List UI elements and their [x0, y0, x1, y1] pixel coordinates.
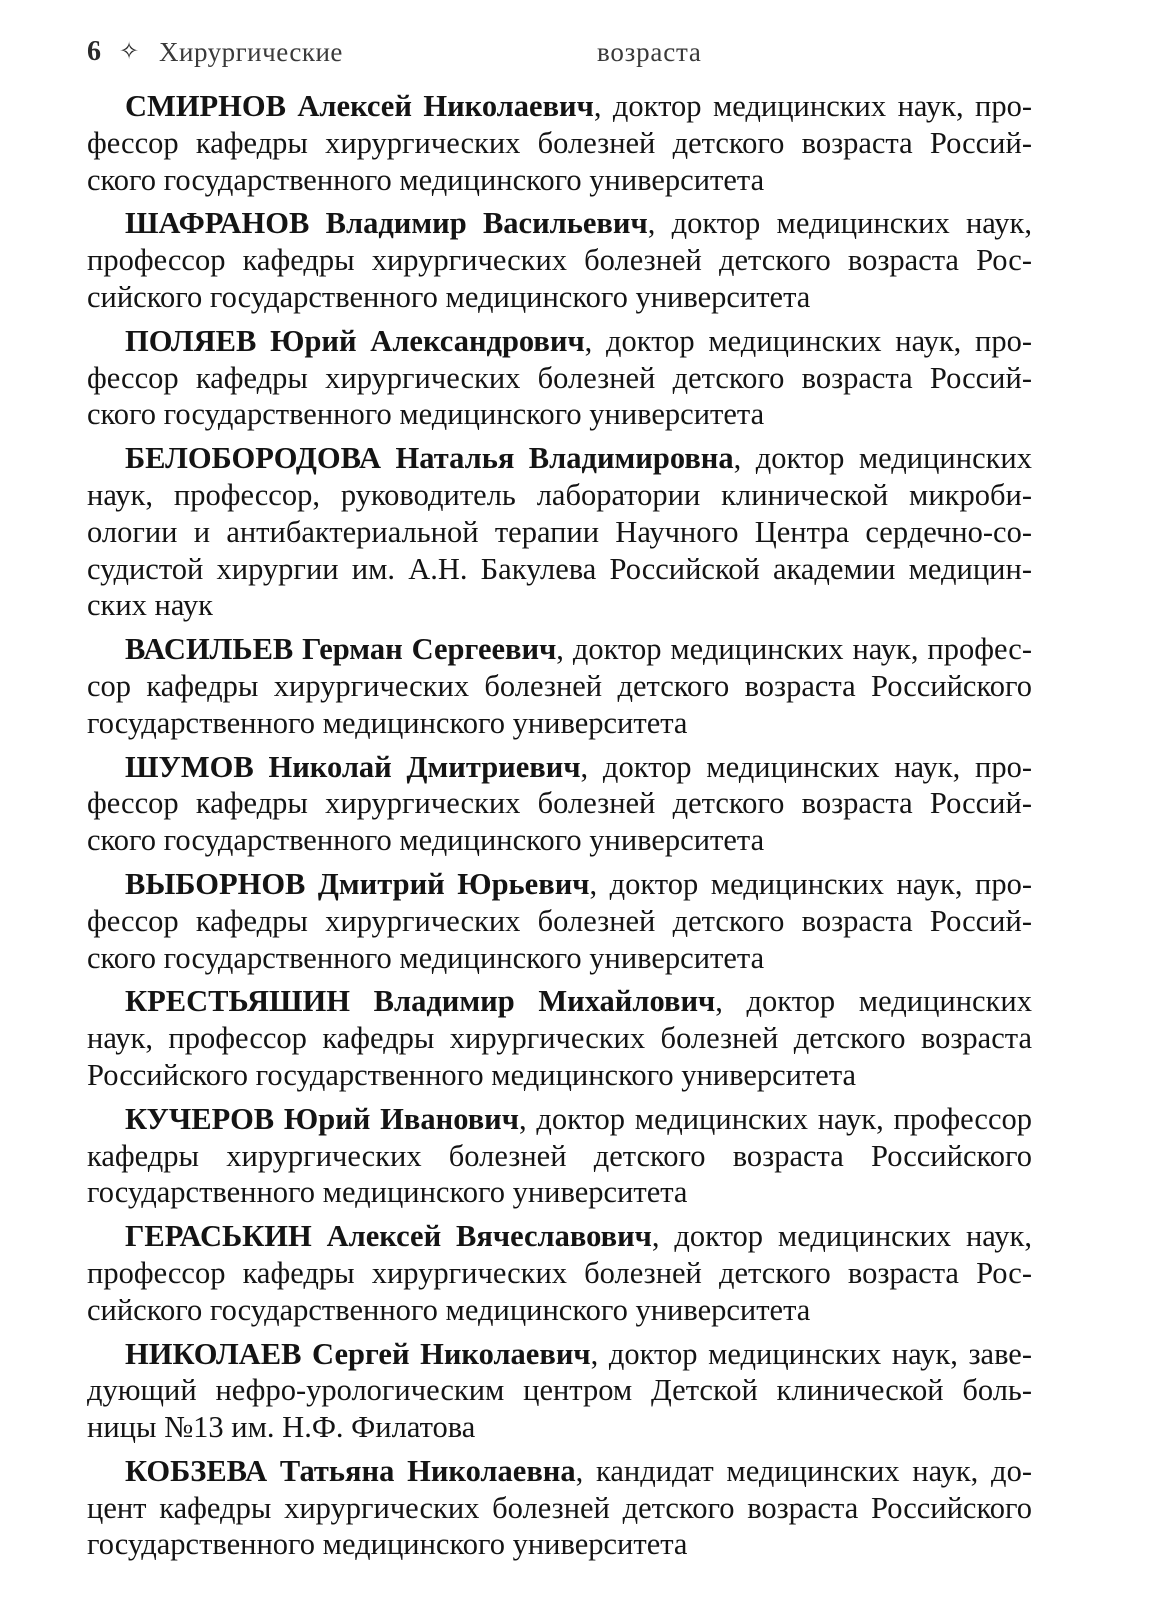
author-description: , доктор медицинских наук, профессор кафедры хирургических болезней детского возраста Российского государственного медицинского университета [87, 632, 1032, 740]
section-mark-icon: ✧ [119, 37, 140, 65]
running-title-left: Хирургические [159, 37, 343, 67]
author-description: , доктор медицинских наук, профессор кафедры хирургических болезней детского возраста Российского государственного медицинского университета [87, 1219, 1032, 1327]
author-name: НИКОЛАЕВ Сергей Николаевич [125, 1336, 591, 1371]
author-name: ПОЛЯЕВ Юрий Александрович [125, 323, 585, 358]
author-entry [87, 205, 1032, 315]
author-description: , доктор медицинских наук, профессор кафедры хирургических болезней детского возраста Российского государственного медицинского университета [87, 323, 1033, 432]
author-entry [87, 323, 1032, 433]
author-entry [87, 1218, 1032, 1328]
page-number: 6 [87, 36, 101, 67]
author-description: , кандидат медицинских наук, доцент кафедры хирургических болезней детского возраста Российского государственного медицинского университета [87, 1453, 1032, 1562]
running-title-right: возраста [597, 37, 702, 67]
author-entry [87, 983, 1032, 1093]
author-name: КОБЗЕВА Татьяна Николаевна [125, 1453, 576, 1488]
author-description: , доктор медицинских наук, профессор кафедры хирургических болезней детского возраста Российского государственного медицинского университета [87, 749, 1032, 858]
author-name: ШУМОВ Николай Дмитриевич [125, 749, 581, 784]
author-description: , доктор медицинских наук, профессор, руководитель лаборатории клинической микробиологии и антибактериальной терапии Научного Центра сердечно-сосудистой хирургии им. А.Н. Бакулева Российской академии медицинских наук [87, 441, 1032, 623]
author-entry [87, 631, 1032, 741]
author-name: ШАФРАНОВ Владимир Васильевич [125, 206, 648, 241]
author-entry [87, 749, 1032, 859]
author-name: КРЕСТЬЯШИН Владимир Михайлович [125, 984, 716, 1019]
author-name: БЕЛОБОРОДОВА Наталья Владимировна [125, 441, 734, 476]
author-entry [87, 1336, 1032, 1446]
author-entry [87, 440, 1032, 624]
running-head [87, 32, 1032, 72]
author-entry [87, 1101, 1032, 1211]
author-entry [87, 88, 1032, 198]
author-list [87, 88, 1032, 1570]
author-name: КУЧЕРОВ Юрий Иванович [125, 1101, 519, 1136]
author-description: , доктор медицинских наук, заведующий нефро-урологическим центром Детской клинической больницы №13 им. Н.Ф. Филатова [87, 1336, 1032, 1445]
author-name: СМИРНОВ Алексей Николаевич [125, 89, 594, 123]
author-entry [87, 1453, 1032, 1563]
author-description: , доктор медицинских наук, профессор кафедры хирургических болезней детского возраста Российского государственного медицинского университета [87, 89, 1033, 197]
author-name: ВАСИЛЬЕВ Герман Сергеевич [125, 632, 557, 667]
author-name: ГЕРАСЬКИН Алексей Вячеславович [125, 1219, 652, 1254]
author-description: , доктор медицинских наук, профессор кафедры хирургических болезней детского возраста Российского государственного медицинского университета [87, 206, 1032, 314]
author-description: , доктор медицинских наук, профессор кафедры хирургических болезней детского возраста Российского государственного медицинского университета [87, 1101, 1032, 1210]
author-entry [87, 866, 1032, 976]
author-description: , доктор медицинских наук, профессор кафедры хирургических болезней детского возраста Российского государственного медицинского университета [87, 866, 1032, 975]
author-description: , доктор медицинских наук, профессор кафедры хирургических болезней детского возраста Российского государственного медицинского университета [87, 984, 1032, 1092]
author-name: ВЫБОРНОВ Дмитрий Юрьевич [125, 866, 590, 901]
